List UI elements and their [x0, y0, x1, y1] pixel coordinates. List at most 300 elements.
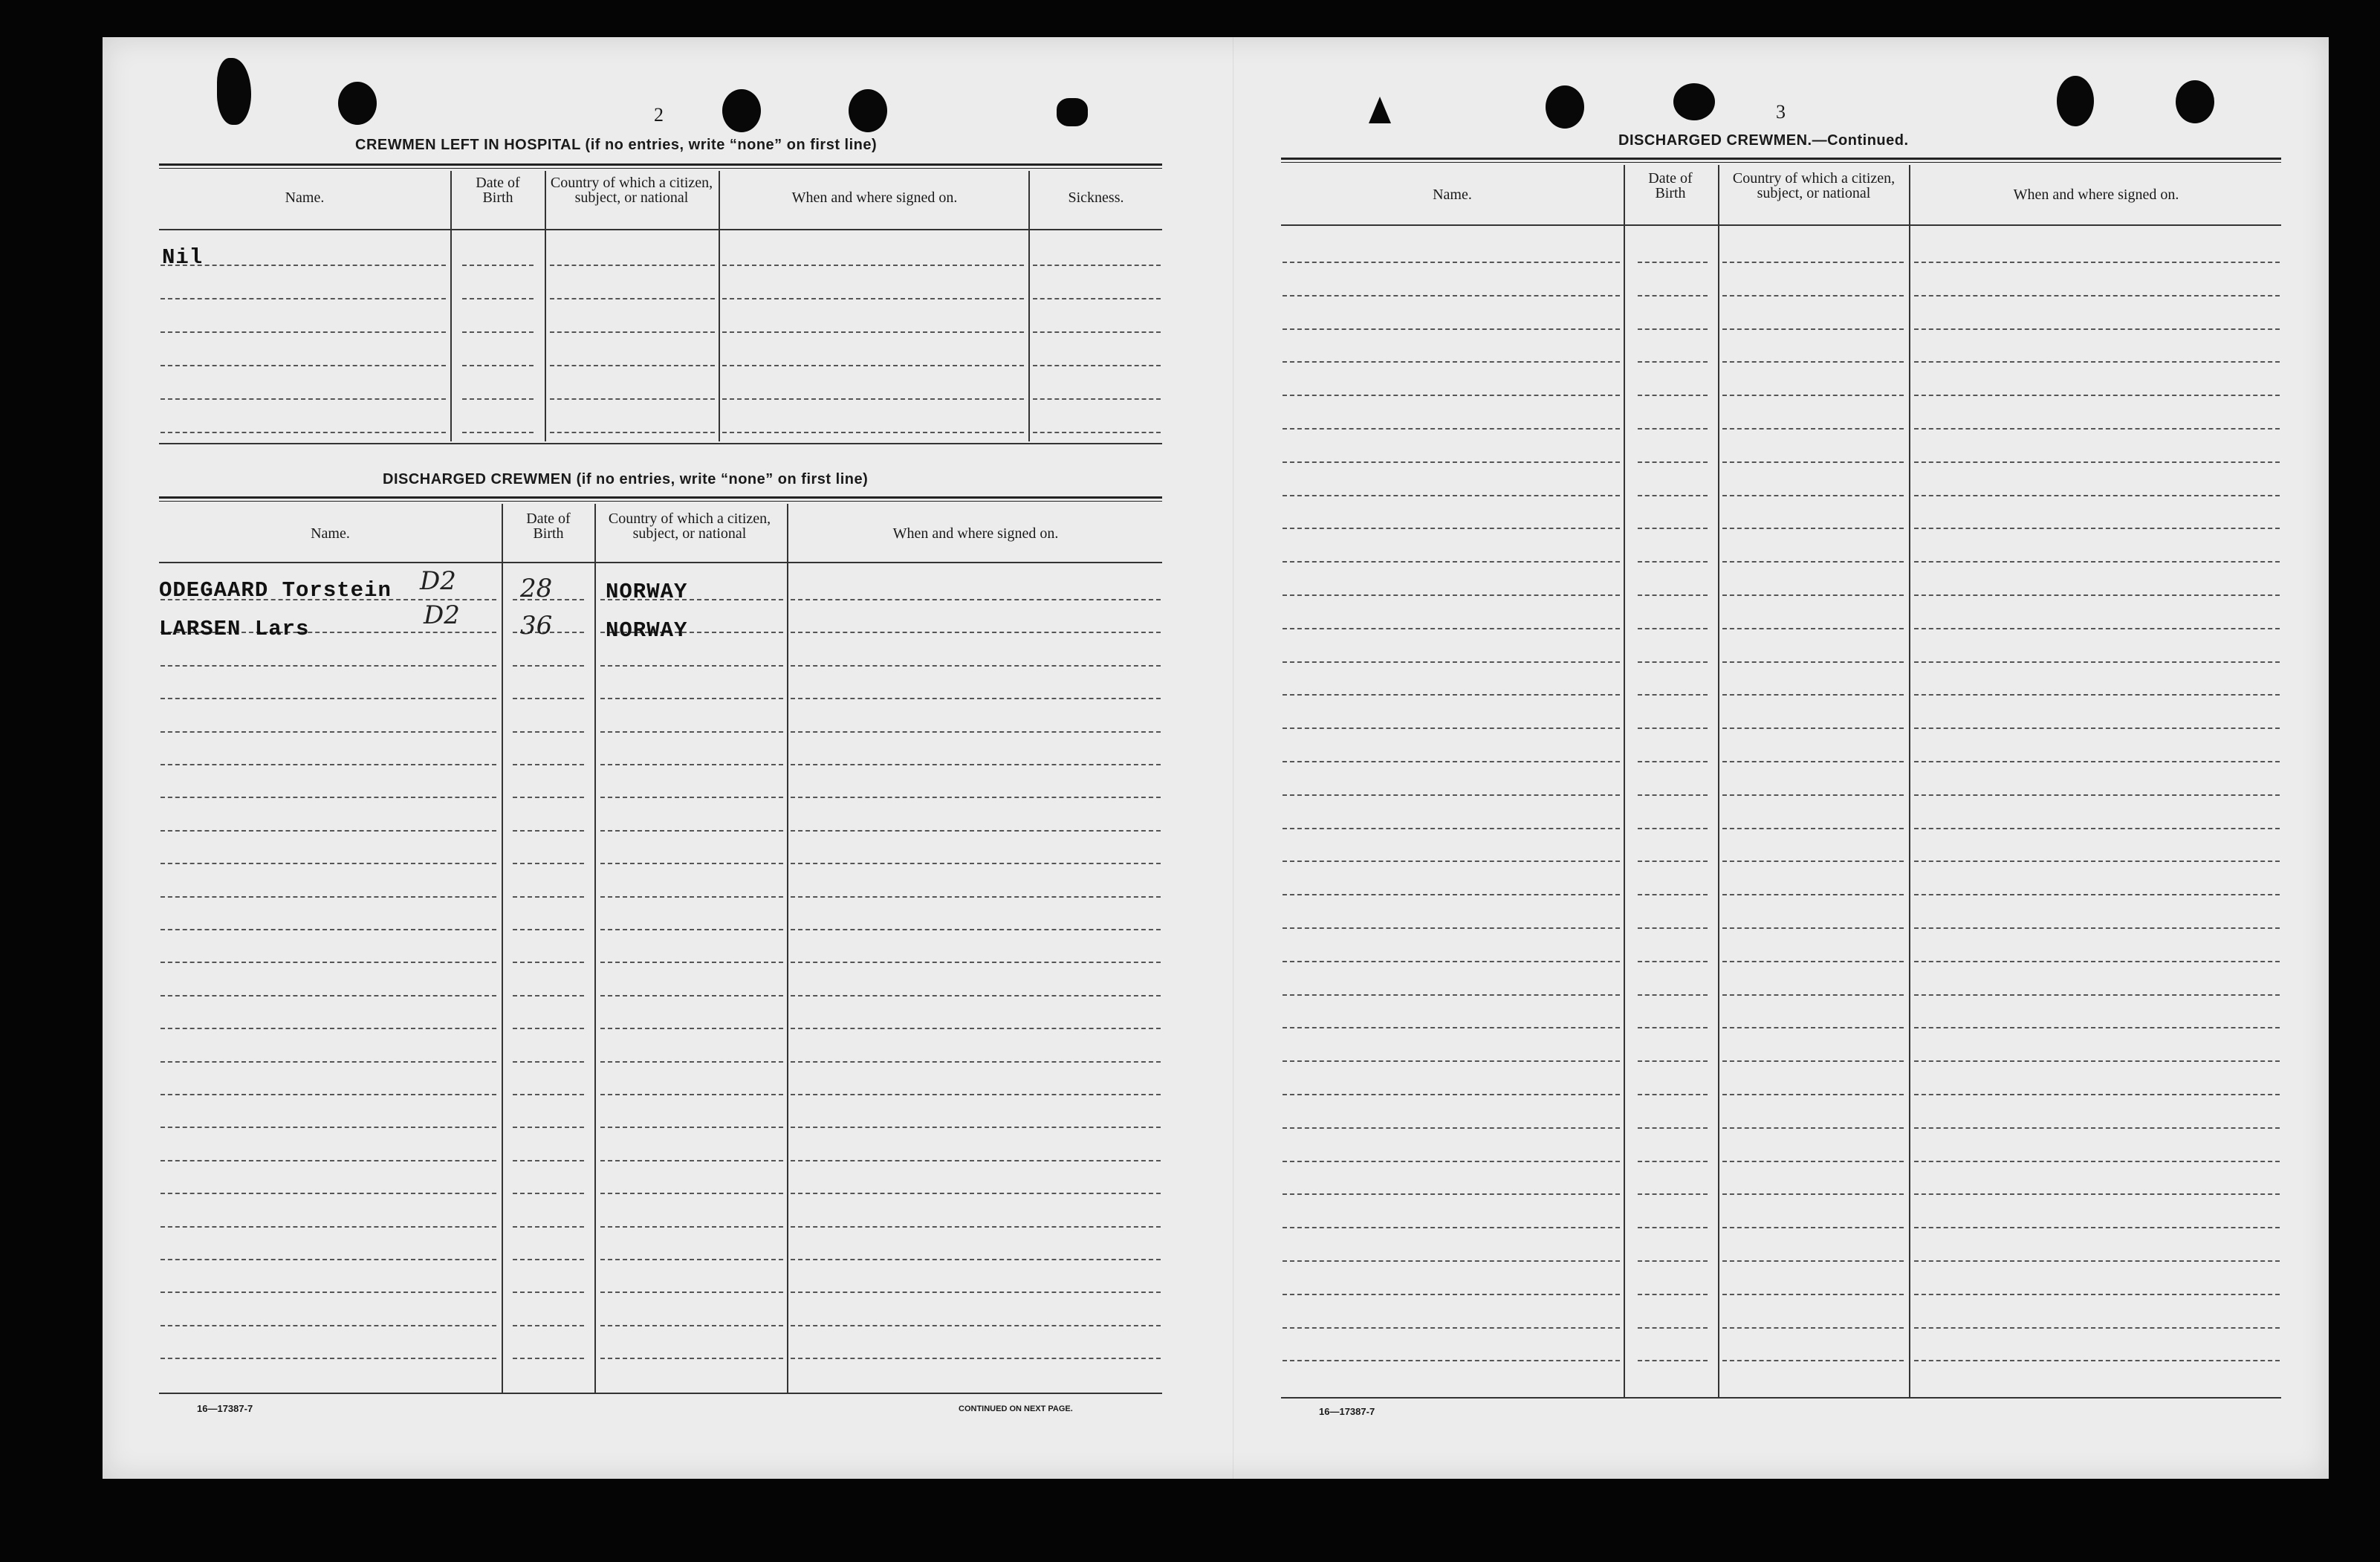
ruled-line	[1638, 794, 1708, 796]
ruled-line	[1283, 1193, 1620, 1195]
ruled-line	[1283, 1094, 1620, 1095]
ruled-line	[791, 896, 1161, 898]
ruled-line	[1283, 894, 1620, 895]
ruled-line	[1638, 694, 1708, 696]
ruled-line	[1638, 428, 1708, 430]
hospital-col-signed: When and where signed on.	[791, 189, 958, 206]
ruled-line	[1638, 994, 1708, 996]
ruled-line	[1722, 1127, 1904, 1129]
ruled-line	[722, 365, 1024, 366]
ruled-line	[513, 1358, 584, 1359]
ruled-line	[1914, 1227, 2280, 1228]
ruled-line	[1638, 594, 1708, 596]
ruled-line	[1283, 328, 1620, 330]
ruled-line	[1722, 961, 1904, 962]
ruled-line	[1914, 727, 2280, 729]
ruled-line	[600, 1127, 783, 1128]
ruled-line	[1638, 1360, 1708, 1361]
ruled-line	[791, 1193, 1161, 1194]
ruled-line	[791, 731, 1161, 733]
ruled-line	[1638, 1027, 1708, 1028]
ruled-line	[791, 797, 1161, 798]
ruled-line	[1722, 495, 1904, 496]
ruled-line	[1283, 628, 1620, 629]
ruled-line	[160, 830, 496, 832]
ruled-line	[1914, 694, 2280, 696]
right-header-rule	[1281, 224, 2281, 226]
ruled-line	[600, 731, 783, 733]
ruled-line	[160, 1325, 496, 1326]
punch-hole	[2176, 80, 2214, 123]
ruled-line	[1722, 528, 1904, 529]
ruled-line	[160, 331, 446, 333]
ruled-line	[1638, 894, 1708, 895]
discharged-section-title: DISCHARGED CREWMEN (if no entries, write “none” on first line)	[383, 471, 869, 487]
right-section-title: DISCHARGED CREWMEN.—Continued.	[1618, 132, 1909, 149]
ruled-line	[1914, 1127, 2280, 1129]
ruled-line	[791, 1061, 1161, 1063]
ruled-line	[1914, 628, 2280, 629]
ruled-line	[1033, 298, 1161, 299]
ruled-line	[462, 398, 534, 400]
punch-hole	[722, 89, 761, 132]
hospital-col-divider	[450, 171, 452, 441]
ruled-line	[1638, 1193, 1708, 1195]
crew-entry-country: NORWAY	[606, 618, 688, 643]
ruled-line	[1638, 628, 1708, 629]
ruled-line	[1283, 395, 1620, 396]
ruled-line	[1722, 628, 1904, 629]
ruled-line	[1283, 594, 1620, 596]
ruled-line	[1722, 694, 1904, 696]
ruled-line	[1914, 395, 2280, 396]
ruled-line	[1283, 1227, 1620, 1228]
hospital-entry-name: Nil	[162, 245, 204, 270]
right-col-divider	[1909, 165, 1910, 1399]
ruled-line	[600, 863, 783, 864]
hospital-col-divider	[545, 171, 546, 441]
ruled-line	[791, 1358, 1161, 1359]
ruled-line	[160, 1094, 496, 1095]
right-col-divider	[1718, 165, 1719, 1399]
right-top-rule	[1281, 158, 2281, 163]
ruled-line	[1283, 528, 1620, 529]
ruled-line	[1033, 398, 1161, 400]
hospital-bottom-rule	[159, 443, 1162, 444]
ruled-line	[513, 830, 584, 832]
footer-form-number-right: 16—17387-7	[1319, 1406, 1375, 1417]
ruled-line	[550, 265, 715, 266]
right-col-signed: When and where signed on.	[2013, 187, 2179, 203]
ruled-line	[1914, 1260, 2280, 1262]
ruled-line	[791, 863, 1161, 864]
ruled-line	[1722, 1161, 1904, 1162]
ruled-line	[1283, 961, 1620, 962]
ruled-line	[1283, 1294, 1620, 1295]
ruled-line	[1638, 295, 1708, 296]
ruled-line	[160, 1259, 496, 1260]
ruled-line	[600, 665, 783, 667]
hospital-col-divider	[719, 171, 720, 441]
ruled-line	[791, 1094, 1161, 1095]
ruled-line	[1283, 1260, 1620, 1262]
hospital-section-title: CREWMEN LEFT IN HOSPITAL (if no entries, write “none” on first line)	[355, 137, 878, 153]
ruled-line	[1283, 495, 1620, 496]
ruled-line	[791, 962, 1161, 963]
ruled-line	[1722, 761, 1904, 762]
ruled-line	[1638, 661, 1708, 663]
ruled-line	[1722, 927, 1904, 929]
ruled-line	[1914, 1294, 2280, 1295]
ruled-line	[160, 665, 496, 667]
ruled-line	[513, 1127, 584, 1128]
ruled-line	[550, 331, 715, 333]
ruled-line	[1638, 328, 1708, 330]
ruled-line	[1033, 432, 1161, 433]
ruled-line	[1283, 694, 1620, 696]
ruled-line	[1914, 894, 2280, 895]
ruled-line	[160, 1193, 496, 1194]
ruled-line	[462, 265, 534, 266]
ruled-line	[722, 331, 1024, 333]
ruled-line	[513, 1325, 584, 1326]
ruled-line	[1914, 927, 2280, 929]
discharged-col-signed: When and where signed on.	[892, 525, 1059, 542]
ruled-line	[160, 398, 446, 400]
ruled-line	[1722, 561, 1904, 563]
ruled-line	[1722, 861, 1904, 862]
discharged-header-rule	[159, 562, 1162, 563]
ruled-line	[160, 731, 496, 733]
ruled-line	[600, 764, 783, 765]
ruled-line	[513, 764, 584, 765]
right-col-country: Country of which a citizen, subject, or national	[1732, 170, 1896, 201]
ruled-line	[550, 298, 715, 299]
ruled-line	[1722, 794, 1904, 796]
ruled-line	[1638, 262, 1708, 263]
ruled-line	[1638, 1327, 1708, 1329]
ruled-line	[462, 298, 534, 299]
ruled-line	[513, 1094, 584, 1095]
ruled-line	[160, 962, 496, 963]
ruled-line	[600, 1094, 783, 1095]
hospital-col-sickness: Sickness.	[1068, 189, 1124, 206]
ruled-line	[1722, 361, 1904, 363]
ruled-line	[1283, 561, 1620, 563]
ruled-line	[1638, 1060, 1708, 1062]
ruled-line	[1914, 1327, 2280, 1329]
punch-hole	[338, 82, 377, 125]
ruled-line	[160, 698, 496, 699]
ruled-line	[1914, 828, 2280, 829]
ruled-line	[1638, 1294, 1708, 1295]
right-col-divider	[1624, 165, 1625, 1399]
ruled-line	[1722, 1294, 1904, 1295]
ruled-line	[1283, 1127, 1620, 1129]
ruled-line	[600, 896, 783, 898]
ruled-line	[160, 1358, 496, 1359]
ruled-line	[160, 1160, 496, 1161]
ruled-line	[1283, 461, 1620, 463]
ruled-line	[1722, 428, 1904, 430]
ruled-line	[1722, 828, 1904, 829]
ruled-line	[1914, 328, 2280, 330]
crew-entry-dob: 36	[520, 611, 553, 641]
ruled-line	[513, 1193, 584, 1194]
ruled-line	[1638, 1161, 1708, 1162]
ruled-line	[513, 1061, 584, 1063]
ruled-line	[1283, 295, 1620, 296]
ruled-line	[1722, 1260, 1904, 1262]
ruled-line	[1722, 1227, 1904, 1228]
ruled-line	[513, 1226, 584, 1228]
punch-hole-torn	[1057, 98, 1088, 126]
hospital-header-rule	[159, 229, 1162, 230]
ruled-line	[1638, 1127, 1708, 1129]
ruled-line	[791, 632, 1161, 633]
ruled-line	[1722, 1360, 1904, 1361]
footer-continued-note: CONTINUED ON NEXT PAGE.	[959, 1404, 1073, 1413]
footer-form-number-left: 16—17387-7	[197, 1403, 253, 1414]
ruled-line	[600, 1061, 783, 1063]
ruled-line	[791, 1028, 1161, 1029]
ruled-line	[1638, 727, 1708, 729]
ruled-line	[1638, 927, 1708, 929]
ruled-line	[1283, 428, 1620, 430]
ruled-line	[513, 1028, 584, 1029]
ruled-line	[1638, 1227, 1708, 1228]
ruled-line	[722, 432, 1024, 433]
crew-entry-name: ODEGAARD Torstein	[159, 578, 392, 603]
ruled-line	[722, 265, 1024, 266]
ruled-line	[1914, 428, 2280, 430]
ruled-line	[600, 995, 783, 996]
ruled-line	[600, 1226, 783, 1228]
ruled-line	[791, 1325, 1161, 1326]
ruled-line	[1638, 828, 1708, 829]
ruled-line	[462, 331, 534, 333]
ruled-line	[550, 365, 715, 366]
ruled-line	[1283, 1327, 1620, 1329]
ruled-line	[550, 432, 715, 433]
ruled-line	[791, 665, 1161, 667]
crew-entry-country: NORWAY	[606, 580, 688, 604]
ruled-line	[160, 1127, 496, 1128]
ruled-line	[1914, 994, 2280, 996]
hospital-col-name: Name.	[285, 189, 325, 206]
ruled-line	[1722, 395, 1904, 396]
ruled-line	[1638, 561, 1708, 563]
ruled-line	[1722, 1327, 1904, 1329]
ruled-line	[513, 1292, 584, 1293]
ruled-line	[1914, 961, 2280, 962]
ruled-line	[1722, 262, 1904, 263]
ruled-line	[791, 764, 1161, 765]
ruled-line	[513, 665, 584, 667]
ruled-line	[791, 1226, 1161, 1228]
ruled-line	[1722, 1193, 1904, 1195]
right-col-dob: Date of Birth	[1648, 170, 1693, 201]
ruled-line	[513, 896, 584, 898]
ruled-line	[1283, 1060, 1620, 1062]
ruled-line	[1638, 1094, 1708, 1095]
ruled-line	[1722, 1060, 1904, 1062]
ruled-line	[160, 863, 496, 864]
ruled-line	[1914, 361, 2280, 363]
ruled-line	[160, 764, 496, 765]
ruled-line	[160, 298, 446, 299]
page-number-right: 3	[1776, 101, 1786, 123]
hospital-col-divider	[1028, 171, 1030, 441]
crew-entry-dob: 28	[520, 574, 553, 603]
ruled-line	[1914, 461, 2280, 463]
ruled-line	[600, 1028, 783, 1029]
ruled-line	[600, 830, 783, 832]
ruled-line	[550, 398, 715, 400]
ruled-line	[1283, 927, 1620, 929]
ruled-line	[1914, 594, 2280, 596]
ruled-line	[1283, 1161, 1620, 1162]
ruled-line	[1283, 262, 1620, 263]
ruled-line	[160, 365, 446, 366]
punch-hole	[1673, 83, 1715, 120]
discharged-col-divider	[502, 504, 503, 1394]
ruled-line	[513, 863, 584, 864]
ruled-line	[1033, 331, 1161, 333]
ruled-line	[160, 896, 496, 898]
page-fold	[1233, 37, 1234, 1479]
ruled-line	[1722, 1094, 1904, 1095]
ruled-line	[1638, 528, 1708, 529]
ruled-line	[1914, 794, 2280, 796]
ruled-line	[791, 599, 1161, 600]
discharged-bottom-rule	[159, 1393, 1162, 1394]
ruled-line	[600, 1292, 783, 1293]
ruled-line	[791, 830, 1161, 832]
ruled-line	[462, 432, 534, 433]
ruled-line	[1914, 661, 2280, 663]
ruled-line	[1283, 661, 1620, 663]
ruled-line	[160, 265, 446, 266]
right-col-name: Name.	[1433, 187, 1472, 203]
hospital-col-country: Country of which a citizen, subject, or national	[550, 175, 713, 206]
ruled-line	[1722, 461, 1904, 463]
ruled-line	[160, 929, 496, 930]
ruled-line	[1914, 761, 2280, 762]
ruled-line	[1638, 861, 1708, 862]
document-sheet	[103, 37, 2329, 1479]
ruled-line	[160, 995, 496, 996]
ruled-line	[1283, 994, 1620, 996]
ruled-line	[1722, 594, 1904, 596]
ruled-line	[513, 698, 584, 699]
punch-hole	[1546, 85, 1584, 129]
ruled-line	[1722, 1027, 1904, 1028]
ruled-line	[1283, 1027, 1620, 1028]
right-bottom-rule	[1281, 1397, 2281, 1399]
discharged-col-name: Name.	[311, 525, 350, 542]
ruled-line	[600, 1325, 783, 1326]
ruled-line	[600, 1259, 783, 1260]
ruled-line	[791, 698, 1161, 699]
ruled-line	[1722, 661, 1904, 663]
ruled-line	[791, 929, 1161, 930]
ruled-line	[1914, 1027, 2280, 1028]
ruled-line	[1283, 761, 1620, 762]
discharged-col-dob: Date of Birth	[526, 511, 571, 542]
ruled-line	[1914, 1094, 2280, 1095]
hospital-top-rule	[159, 163, 1162, 169]
punch-hole	[849, 89, 887, 132]
ruled-line	[513, 797, 584, 798]
ruled-line	[1722, 328, 1904, 330]
ruled-line	[1638, 1260, 1708, 1262]
ruled-line	[1638, 761, 1708, 762]
discharged-col-country: Country of which a citizen, subject, or national	[608, 511, 771, 542]
ruled-line	[1638, 395, 1708, 396]
ruled-line	[1914, 1360, 2280, 1361]
ruled-line	[160, 797, 496, 798]
ruled-line	[513, 731, 584, 733]
ruled-line	[1914, 262, 2280, 263]
ruled-line	[600, 1160, 783, 1161]
ruled-line	[1914, 1193, 2280, 1195]
ruled-line	[1638, 961, 1708, 962]
ruled-line	[1638, 461, 1708, 463]
ruled-line	[513, 995, 584, 996]
ruled-line	[1914, 495, 2280, 496]
ruled-line	[1722, 295, 1904, 296]
ruled-line	[1033, 365, 1161, 366]
ruled-line	[1283, 1360, 1620, 1361]
ruled-line	[160, 1028, 496, 1029]
ruled-line	[600, 962, 783, 963]
ruled-line	[513, 1259, 584, 1260]
ruled-line	[1914, 1060, 2280, 1062]
ruled-line	[1914, 861, 2280, 862]
ruled-line	[513, 1160, 584, 1161]
ruled-line	[1914, 295, 2280, 296]
ruled-line	[1722, 727, 1904, 729]
ruled-line	[791, 1127, 1161, 1128]
ruled-line	[160, 1061, 496, 1063]
ruled-line	[462, 365, 534, 366]
ruled-line	[600, 797, 783, 798]
discharged-col-divider	[787, 504, 788, 1394]
crew-entry-name: LARSEN Lars	[159, 617, 310, 641]
ruled-line	[1283, 794, 1620, 796]
ruled-line	[1283, 727, 1620, 729]
ruled-line	[1914, 561, 2280, 563]
crew-entry-mark: D2	[420, 566, 456, 596]
ruled-line	[791, 995, 1161, 996]
ruled-line	[1638, 495, 1708, 496]
hospital-col-dob: Date of Birth	[476, 175, 520, 206]
ruled-line	[513, 929, 584, 930]
ruled-line	[600, 698, 783, 699]
punch-hole	[2057, 76, 2094, 126]
ruled-line	[513, 962, 584, 963]
discharged-col-divider	[594, 504, 596, 1394]
ruled-line	[1722, 994, 1904, 996]
ruled-line	[1033, 265, 1161, 266]
ruled-line	[722, 298, 1024, 299]
ruled-line	[1283, 861, 1620, 862]
ruled-line	[600, 1358, 783, 1359]
page-number-left: 2	[654, 104, 664, 126]
ruled-line	[600, 929, 783, 930]
crew-entry-mark: D2	[424, 600, 460, 630]
